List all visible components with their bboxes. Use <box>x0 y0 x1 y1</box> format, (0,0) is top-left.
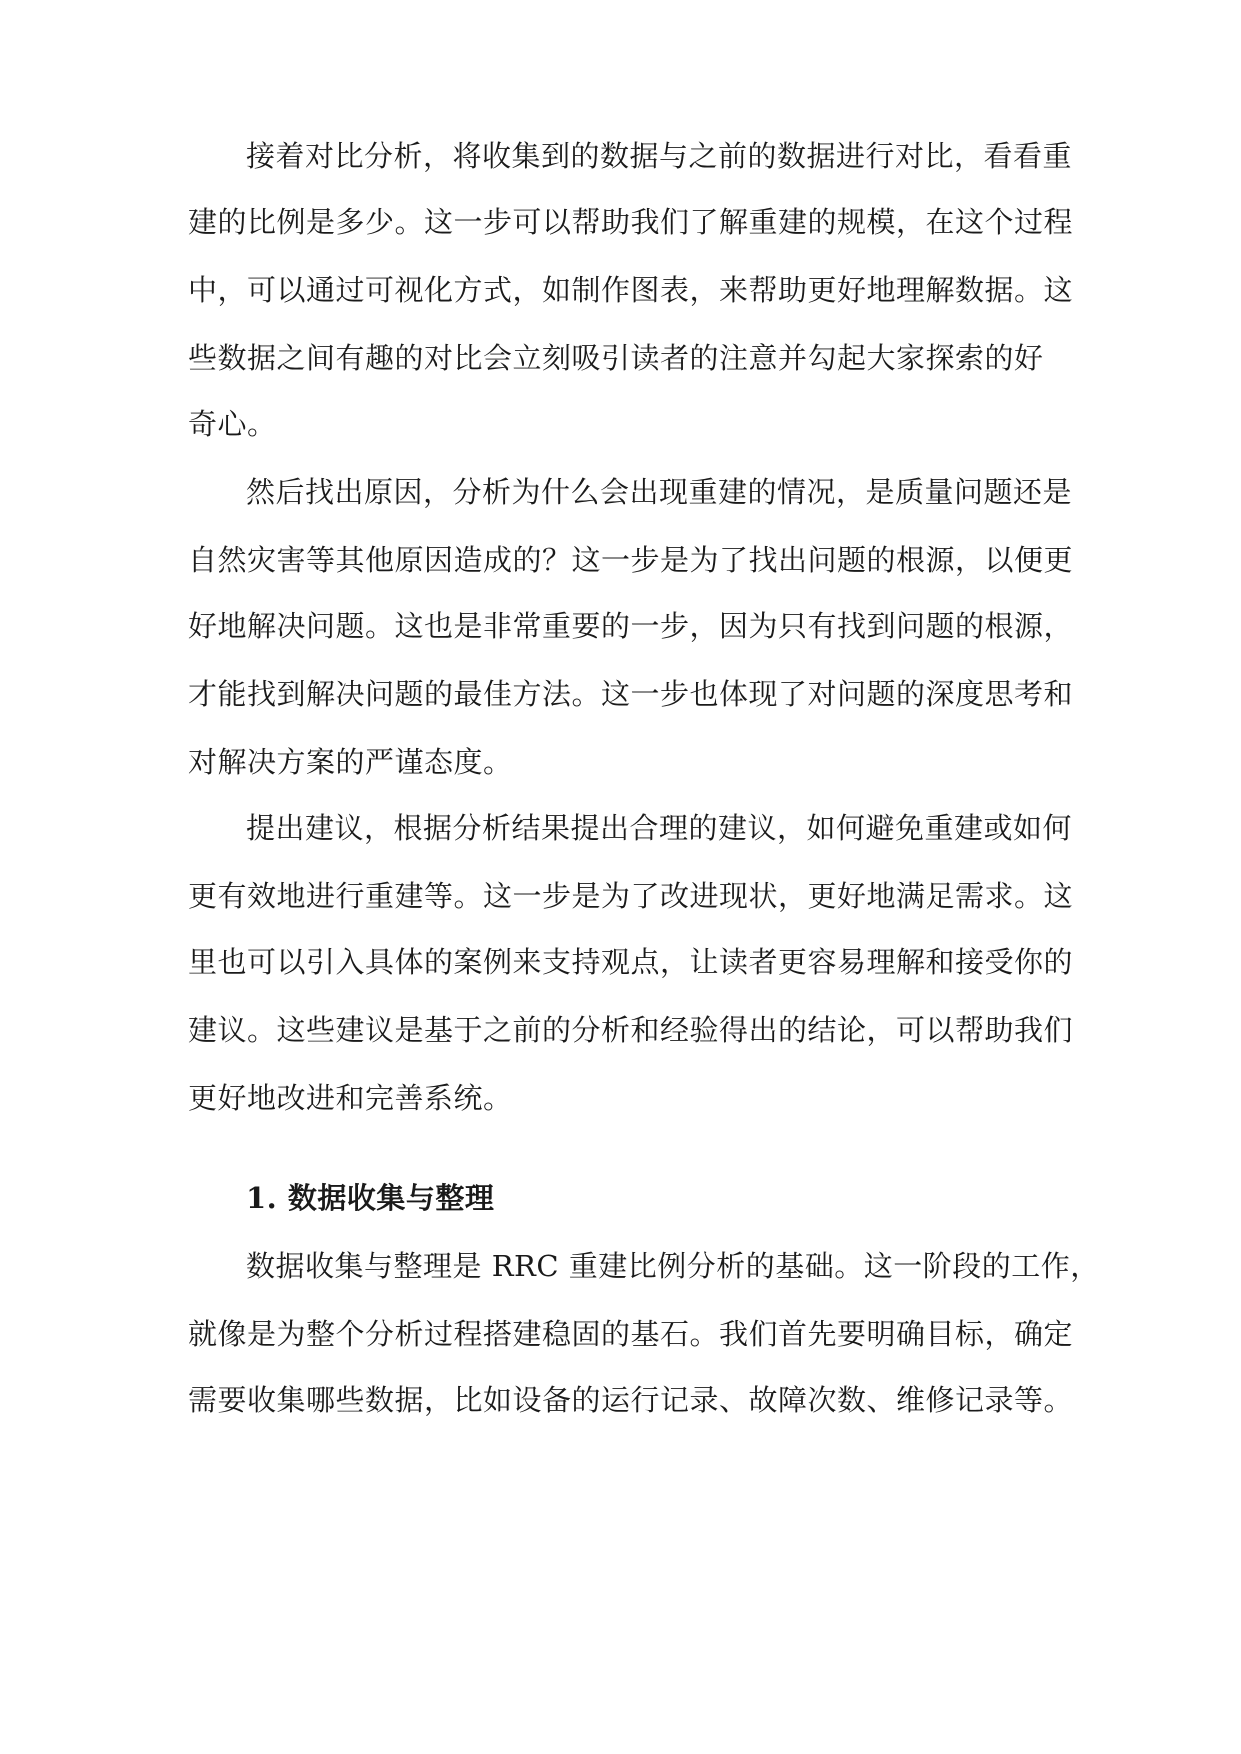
paragraph-2-line-2: 自然灾害等其他原因造成的？这一步是为了找出问题的根源，以便更 <box>188 543 1074 577</box>
paragraph-2-line-1: 然后找出原因，分析为什么会出现重建的情况，是质量问题还是 <box>246 475 1073 509</box>
section-paragraph-line-1: 数据收集与整理是 RRC 重建比例分析的基础。这一阶段的工作， <box>246 1249 1100 1283</box>
paragraph-3-line-2: 更有效地进行重建等。这一步是为了改进现状，更好地满足需求。这 <box>188 879 1074 913</box>
paragraph-3-line-1: 提出建议，根据分析结果提出合理的建议，如何避免重建或如何 <box>246 811 1073 845</box>
paragraph-1-line-3: 中，可以通过可视化方式，如制作图表，来帮助更好地理解数据。这 <box>188 273 1074 307</box>
paragraph-3-line-4: 建议。这些建议是基于之前的分析和经验得出的结论，可以帮助我们 <box>188 1013 1074 1047</box>
paragraph-3-line-5: 更好地改进和完善系统。 <box>188 1081 513 1115</box>
section-paragraph-line-3: 需要收集哪些数据，比如设备的运行记录、故障次数、维修记录等。 <box>188 1383 1074 1417</box>
section-heading: 1. 数据收集与整理 <box>246 1181 495 1215</box>
paragraph-1-line-5: 奇心。 <box>188 407 277 441</box>
section-paragraph-line-2: 就像是为整个分析过程搭建稳固的基石。我们首先要明确目标，确定 <box>188 1317 1074 1351</box>
paragraph-2-line-4: 才能找到解决问题的最佳方法。这一步也体现了对问题的深度思考和 <box>188 677 1074 711</box>
paragraph-3-line-3: 里也可以引入具体的案例来支持观点，让读者更容易理解和接受你的 <box>188 945 1074 979</box>
paragraph-2-line-3: 好地解决问题。这也是非常重要的一步，因为只有找到问题的根源， <box>188 609 1074 643</box>
paragraph-1-line-4: 些数据之间有趣的对比会立刻吸引读者的注意并勾起大家探索的好 <box>188 341 1044 375</box>
paragraph-1-line-1: 接着对比分析，将收集到的数据与之前的数据进行对比，看看重 <box>246 139 1073 173</box>
paragraph-2-line-5: 对解决方案的严谨态度。 <box>188 745 513 779</box>
paragraph-1-line-2: 建的比例是多少。这一步可以帮助我们了解重建的规模，在这个过程 <box>188 205 1074 239</box>
